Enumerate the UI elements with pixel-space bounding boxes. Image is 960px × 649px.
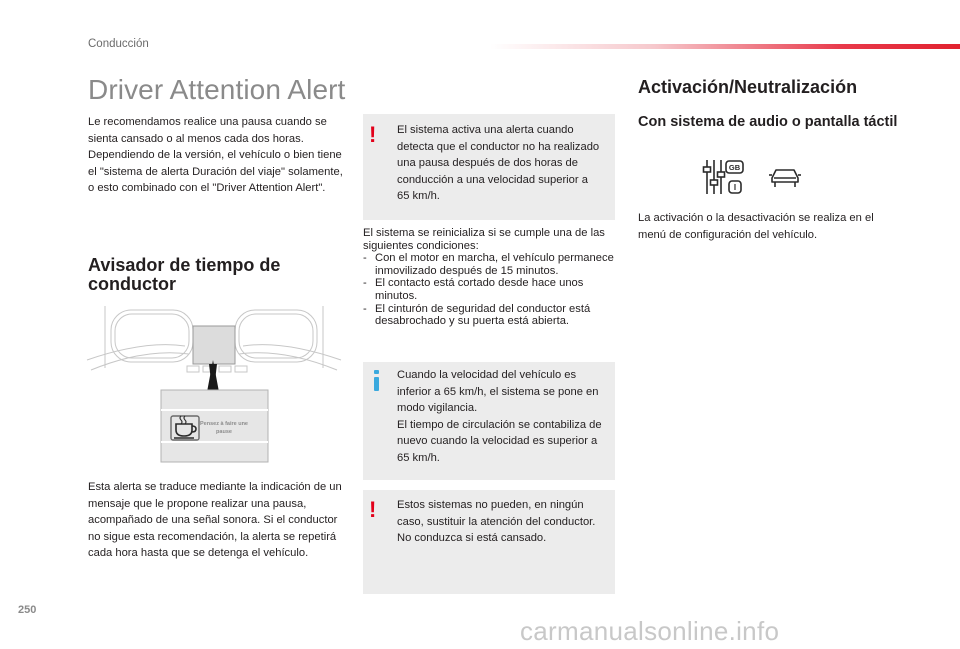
info-note-para-2: El tiempo de circulación se contabiliza de nuevo cuando la velocidad es superior a 65 km/h. (397, 418, 602, 464)
info-icon (374, 370, 379, 391)
dashboard-illustration (85, 300, 343, 468)
header-rule (490, 44, 960, 49)
warning-note-2 (363, 490, 615, 594)
i-badge: I (733, 183, 737, 192)
intro-paragraph: Le recomendamos realice una pausa cuando se sienta cansado o al menos cada dos horas. Dependiendo de la versión, el vehículo o bien tiene el "sistema de alerta Duración del viaje" solamente, o esto combinado con el "Driver Attention Alert". (88, 116, 343, 195)
avisador-description: Esta alerta se traduce mediante la indicación de un mensaje que le propone realizar una pausa, acompañado de una señal sonora. Si el conductor no sigue esta recomendación, la alerta se repetirá cada hora hasta que se detenga el vehículo. (88, 481, 342, 560)
gb-badge: GB (728, 163, 741, 172)
warning-exclamation-icon: ! (369, 497, 377, 522)
list-item: - El cinturón de seguridad del conductor está desabrochado y su puerta está abierta. (363, 302, 591, 328)
warning-note-2-text: Estos sistemas no pueden, en ningún caso, sustituir la atención del conductor. No conduzca si está cansado. (397, 499, 596, 545)
page-title: Driver Attention Alert (88, 74, 346, 105)
info-note (363, 362, 615, 480)
warning-exclamation-icon: ! (369, 122, 377, 147)
list-item: - El contacto está cortado desde hace unos minutos. (363, 277, 584, 302)
list-item: - Con el motor en marcha, el vehículo permanece inmovilizado después de 15 minutos. (363, 252, 614, 277)
activation-heading: Activación/Neutralización (638, 77, 858, 97)
reset-lead: El sistema se reinicializa si se cumple una de las siguientes condiciones: (363, 227, 605, 252)
page-number: 250 (18, 604, 37, 616)
section-header: Conducción (88, 38, 149, 50)
avisador-heading: Avisador de tiempo de conductor (88, 255, 281, 294)
watermark: carmanualsonline.info (520, 616, 780, 646)
warning-note-1 (363, 114, 615, 220)
warning-note-1-text: El sistema activa una alerta cuando detecta que el conductor no ha realizado una pausa después de dos horas de conducción a una velocidad superior a 65 km/h. (397, 124, 600, 203)
reset-conditions (363, 227, 617, 328)
activation-text: La activación o la desactivación se realiza en el menú de configuración del vehículo. (638, 212, 874, 241)
display-message: Pensez à faire une pause (200, 421, 248, 435)
activation-subheading: Con sistema de audio o pantalla táctil (638, 114, 898, 130)
info-note-para-1: Cuando la velocidad del vehículo es inferior a 65 km/h, el sistema se pone en modo vigilancia. (397, 369, 599, 415)
car-icon (768, 166, 802, 190)
